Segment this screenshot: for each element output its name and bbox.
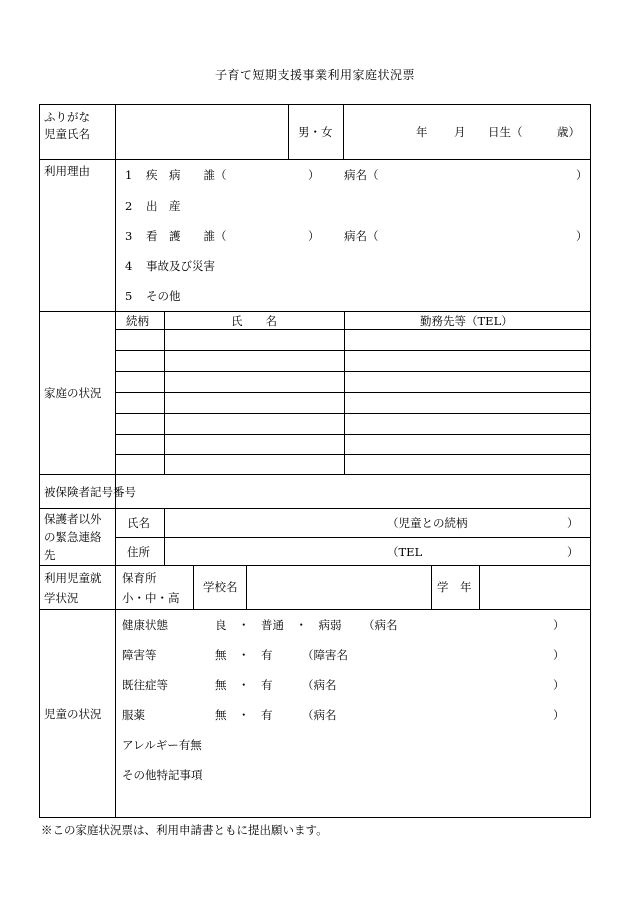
family-header-relation: 続柄 [126,314,149,328]
divider [343,105,344,159]
reason-number: 1 [125,168,133,182]
emergency-name-label: 氏名 [127,516,150,530]
insurance-label: 被保険者記号番号 [44,485,136,499]
divider [40,508,590,509]
family-header-name: 氏 名 [231,314,277,328]
status-row-options: 無 ・ 有 [215,648,273,662]
school-type: 小・中・高 [122,591,180,605]
divider [431,565,432,609]
allergy-label: アレルギー有無 [122,738,202,752]
reason-label: 利用理由 [44,164,90,178]
gender-choice: 男・女 [298,125,333,139]
emergency-label: の緊急連絡 [44,530,102,544]
emergency-relation-close: ） [567,516,579,530]
status-row-paren: （病名 [302,708,337,722]
divider [479,565,480,609]
divider [344,311,345,474]
school-type: 保育所 [122,571,157,585]
reason-illness: 病名（ [344,168,379,182]
reason-text: その他 [146,289,181,303]
status-row-label: 既往症等 [122,678,168,692]
reason-number: 5 [125,289,133,303]
footnote: ※この家庭状況票は、利用申請書ともに提出願います。 [41,823,328,837]
divider [115,105,116,817]
divider [115,350,590,351]
divider [115,392,590,393]
furigana-label: ふりがな [44,110,90,124]
divider [246,565,247,609]
status-row-label: 服薬 [122,708,145,722]
emergency-label: 先 [44,548,56,562]
status-row-options: 無 ・ 有 [215,708,273,722]
divider [164,311,165,474]
status-row-close: ） [553,618,565,632]
status-row-close: ） [553,648,565,662]
reason-illness-close: ） [576,168,588,182]
birth-day: 日生（ [488,125,523,139]
reason-close: ） [308,168,320,182]
child-status-label: 児童の状況 [44,707,102,721]
emergency-label: 保護者以外 [44,512,102,526]
reason-number: 2 [125,199,133,213]
reason-illness: 病名（ [344,229,379,243]
status-row-options: 無 ・ 有 [215,678,273,692]
reason-text: 疾 病 誰（ [146,168,227,182]
divider [115,537,590,538]
family-header-work: 勤務先等（TEL） [420,314,513,328]
emergency-address-label: 住所 [127,545,150,559]
emergency-tel-close: ） [567,545,579,559]
reason-text: 出 産 [146,199,181,213]
divider [288,105,289,159]
divider [40,311,590,312]
divider [40,474,590,475]
family-label: 家庭の状況 [44,386,102,400]
status-row-close: ） [553,678,565,692]
divider [115,413,590,414]
divider [164,508,165,565]
divider [115,371,590,372]
reason-illness-close: ） [576,229,588,243]
reason-number: 3 [125,229,133,243]
divider [115,434,590,435]
school-label: 学状況 [44,591,79,605]
other-notes-label: その他特記事項 [122,768,203,782]
status-row-paren: （病名 [363,618,398,632]
status-row-paren: （障害名 [302,648,348,662]
school-label: 利用児童就 [44,571,102,585]
reason-text: 事故及び災害 [146,259,215,273]
status-row-close: ） [553,708,565,722]
divider [40,609,590,610]
status-row-label: 健康状態 [122,618,168,632]
status-row-options: 良 ・ 普通 ・ 病弱 [215,618,342,632]
child-age: 歳） [557,125,580,139]
birth-year: 年 [416,125,428,139]
divider [40,565,590,566]
reason-close: ） [308,229,320,243]
divider [115,329,590,330]
emergency-tel: （TEL [387,545,423,559]
school-name-label: 学校名 [203,580,238,594]
child-name-label: 児童氏名 [44,127,90,141]
family-status-form [39,104,591,818]
birth-month: 月 [454,125,466,139]
reason-text: 看 護 誰（ [146,229,227,243]
divider [115,454,590,455]
emergency-relation: （児童との続柄 [387,516,468,530]
status-row-label: 障害等 [122,648,157,662]
status-row-paren: （病名 [302,678,337,692]
form-title: 子育て短期支援事業利用家庭状況票 [214,68,415,82]
reason-number: 4 [125,259,133,273]
divider [40,159,590,160]
school-grade-label: 学 年 [437,580,472,594]
divider [193,565,194,609]
